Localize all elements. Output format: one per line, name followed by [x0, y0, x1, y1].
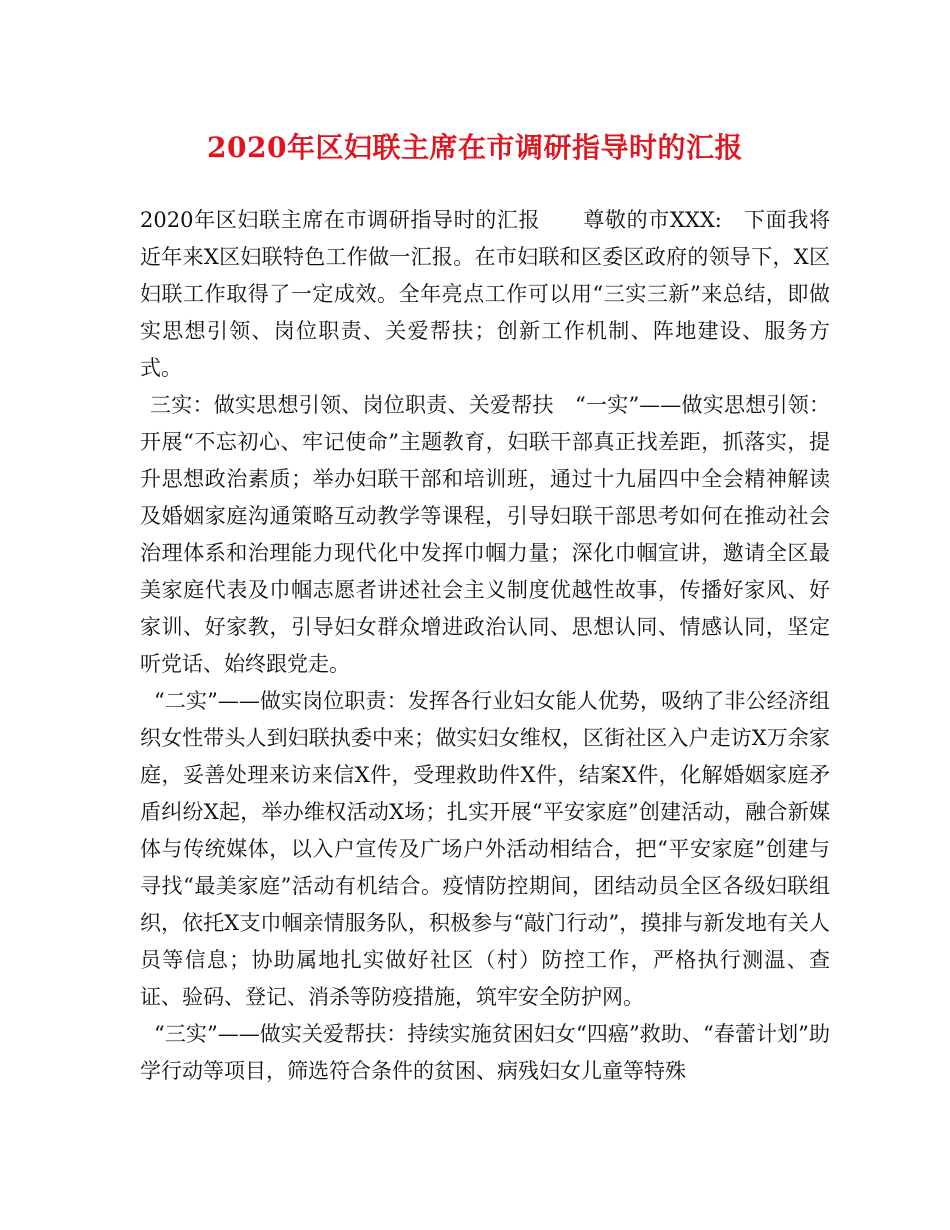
document-title: 2020年区妇联主席在市调研指导时的汇报	[207, 131, 743, 164]
paragraph-er-shi: “二实”——做实岗位职责：发挥各行业妇女能人优势，吸纳了非公经济组织女性带头人到妇联执委中来；做实妇女维权，区街社区入户走访X万余家庭，妥善处理来访来信X件，受理救助件X件，结案X件，化解婚姻家庭矛盾纠纷X起，举办维权活动X场；扎实开展“平安家庭”创建活动，融合新媒体与传统媒体，以入户宣传及广场户外活动相结合，把“平安家庭”创建与寻找“最美家庭”活动有机结合。疫情防控期间，团结动员全区各级妇联组织，依托X支巾帼亲情服务队，积极参与“敲门行动”，摸排与新发地有关人员等信息；协助属地扎实做好社区（村）防控工作，严格执行测温、查证、验码、登记、消杀等防疫措施，筑牢安全防护网。	[140, 689, 830, 1009]
paragraph-yi-shi: 三实：做实思想引领、岗位职责、关爱帮扶 “一实”——做实思想引领：开展“不忘初心、牢记使命”主题教育，妇联干部真正找差距，抓落实，提升思想政治素质；举办妇联干部和培训班，通过十九届四中全会精神解读及婚姻家庭沟通策略互动教学等课程，引导妇联干部思考如何在推动社会治理体系和治理能力现代化中发挥巾帼力量；深化巾帼宣讲，邀请全区最美家庭代表及巾帼志愿者讲述社会主义制度优越性故事，传播好家风、好家训、好家教，引导妇女群众增进政治认同、思想认同、情感认同，坚定听党话、始终跟党走。	[140, 393, 830, 676]
paragraph-san-shi: “三实”——做实关爱帮扶：持续实施贫困妇女“四癌”救助、“春蕾计划”助学行动等项目，筛选符合条件的贫困、病残妇女儿童等特殊	[140, 1022, 830, 1083]
document-body	[140, 202, 830, 1090]
paragraph-intro: 2020年区妇联主席在市调研指导时的汇报 尊敬的市XXX: 下面我将近年来X区妇联特色工作做一汇报。在市妇联和区委区政府的领导下，X区妇联工作取得了一定成效。全年亮点工作可以用“三实三新”来总结，即做实思想引领、岗位职责、关爱帮扶；创新工作机制、阵地建设、服务方式。	[140, 208, 830, 380]
